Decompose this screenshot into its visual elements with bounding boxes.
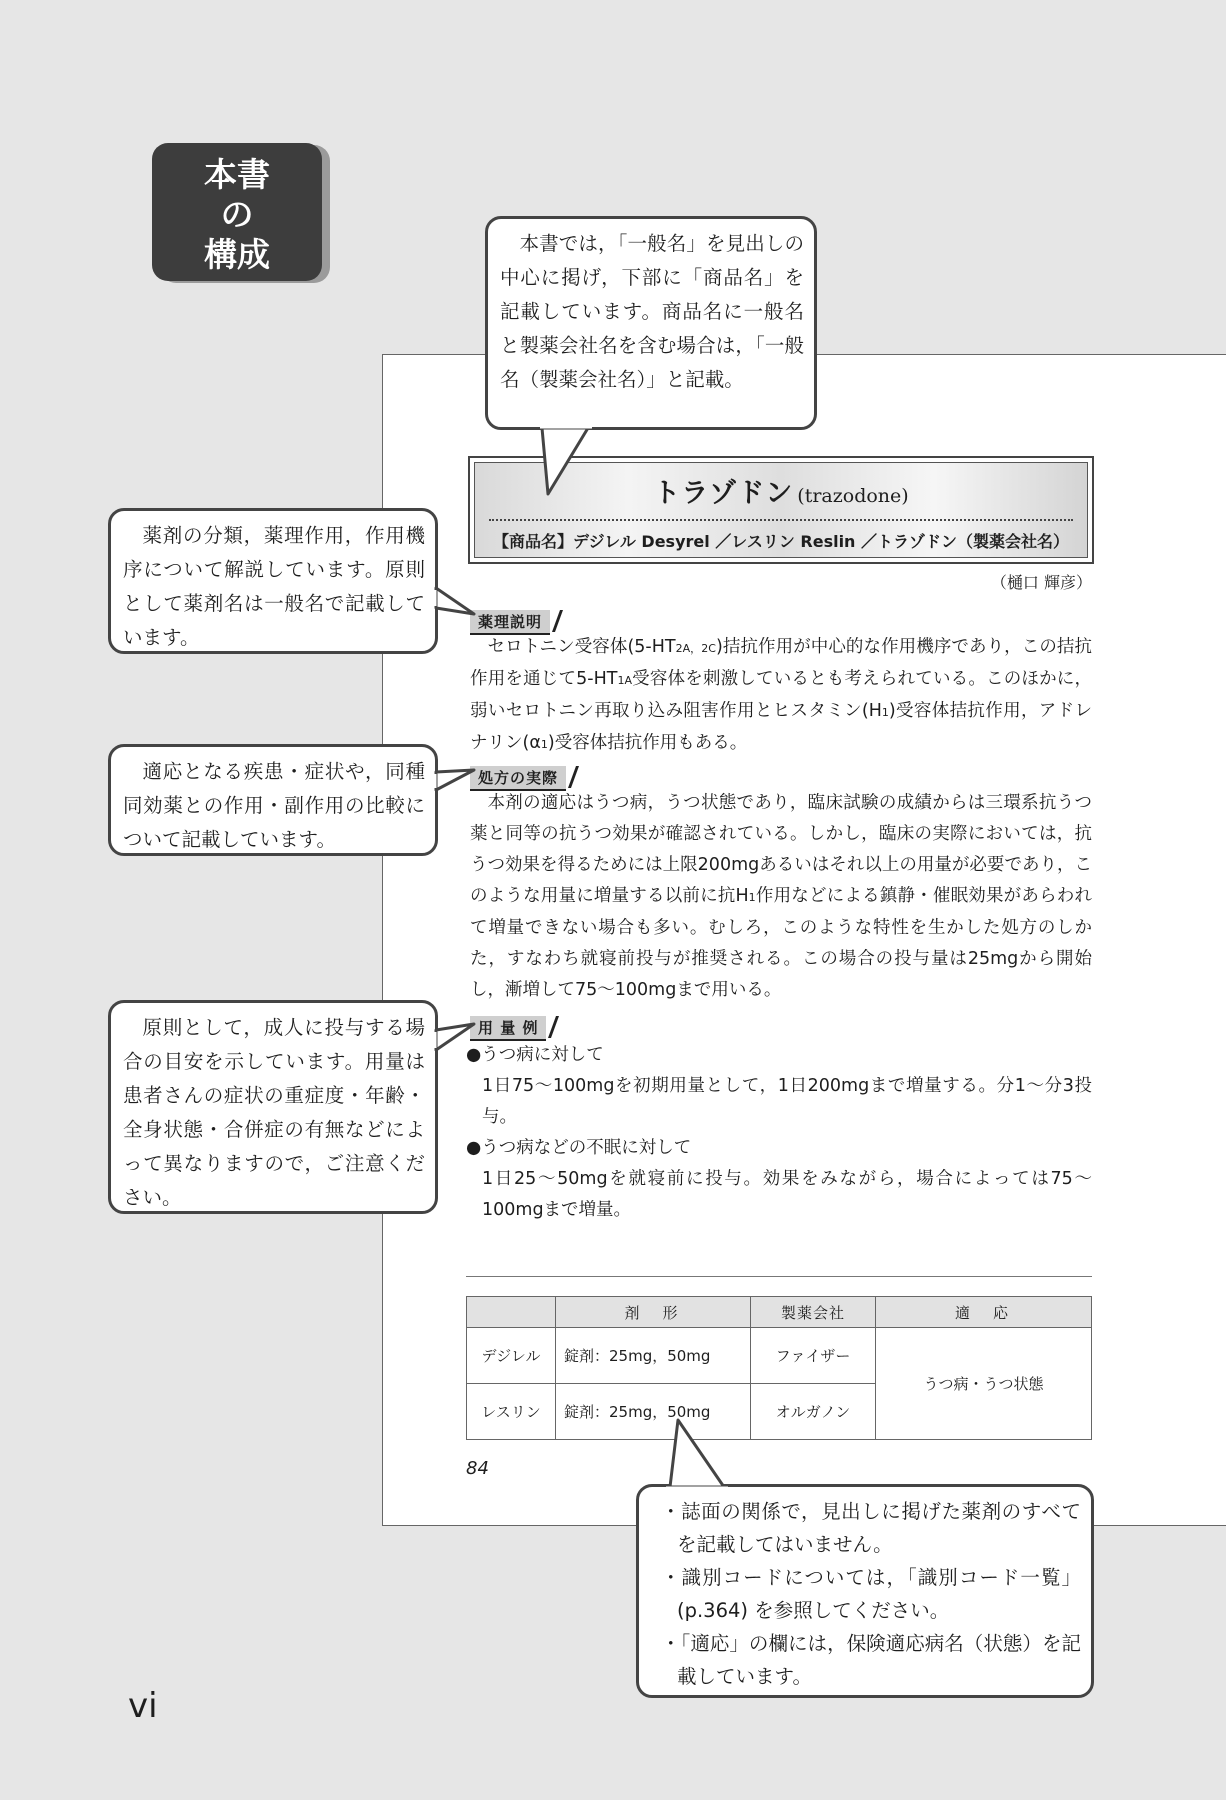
brand-names: 【商品名】デジレル Desyrel ／レスリン Reslin ／トラゾドン（製薬会社名）: [492, 532, 1070, 551]
table-cell-indication: うつ病・うつ状態: [876, 1328, 1092, 1440]
table-cell-maker: ファイザー: [751, 1328, 876, 1384]
formulation-table: [466, 1296, 1092, 1440]
table-cell-brand: レスリン: [467, 1384, 556, 1440]
table-header: 剤 形: [556, 1297, 751, 1328]
callout-pharmacology: 薬剤の分類，薬理作用，作用機序について解説しています。原則として薬剤名は一般名で記載しています。: [108, 508, 438, 654]
page-number: 84: [466, 1458, 489, 1479]
callout-drug-name: 本書では，「一般名」を見出しの中心に掲げ，下部に「商品名」を記載しています。商品名に一般名と製薬会社名を含む場合は，「一般名（製薬会社名）」と記載。: [485, 216, 817, 430]
section-tab-line: の: [220, 195, 254, 234]
table-cell-form: 錠剤：25mg，50mg: [556, 1328, 751, 1384]
callout-notes: [636, 1484, 1094, 1698]
dosage-list: [466, 1040, 1092, 1226]
drug-name-en: (trazodone): [797, 485, 909, 507]
table-header: 適 応: [876, 1297, 1092, 1328]
pharmacology-text: セロトニン受容体(5-HT2A，2C)拮抗作用が中心的な作用機序であり，この拮抗作用を通じて5-HT1A受容体を刺激しているとも考えられている。このほかに，弱いセロトニン再取り込み阻害作用とヒスタミン(H1)受容体拮抗作用，アドレナリン(α1)受容体拮抗作用もある。: [470, 637, 1092, 753]
section-tab: [152, 143, 322, 281]
callout-dosage: 原則として，成人に投与する場合の目安を示しています。用量は患者さんの症状の重症度・年齢・全身状態・合併症の有無などによって異なりますので，ご注意ください。: [108, 1000, 438, 1214]
note-item: ・誌面の関係で，見出しに掲げた薬剤のすべてを記載してはいません。: [661, 1500, 1081, 1556]
section-heading-dosage: 用 量 例: [470, 1016, 546, 1041]
callout-tail: [0, 0, 1, 1]
section-tab-line: 本書: [204, 155, 270, 194]
callout-indication: 適応となる疾患・症状や，同種同効薬との作用・副作用の比較について記載しています。: [108, 744, 438, 856]
table-header-row: [467, 1297, 1092, 1328]
table-row: [467, 1328, 1092, 1384]
drug-title: [475, 471, 1087, 510]
author: （樋口 輝彦）: [990, 573, 1092, 592]
note-item: ・識別コードについては，「識別コード一覧」(p.364) を参照してください。: [661, 1566, 1081, 1622]
folio: vi: [128, 1686, 158, 1726]
table-rule: [466, 1276, 1092, 1277]
table-cell-form: 錠剤：25mg，50mg: [556, 1384, 751, 1440]
dosage-item-title: ●うつ病などの不眠に対して: [466, 1138, 692, 1158]
dosage-item-title: ●うつ病に対して: [466, 1045, 604, 1065]
dotted-divider: [489, 519, 1073, 521]
section-heading-pharmacology: 薬理説明: [470, 610, 550, 635]
table-cell-brand: デジレル: [467, 1328, 556, 1384]
section-heading-practice: 処方の実際: [470, 766, 566, 791]
table-header: 製薬会社: [751, 1297, 876, 1328]
dosage-item-text: 1日75〜100mgを初期用量として，1日200mgまで増量する。分1〜分3投与。: [482, 1076, 1092, 1127]
practice-text: 本剤の適応はうつ病，うつ状態であり，臨床試験の成績からは三環系抗うつ薬と同等の抗うつ効果が確認されている。しかし，臨床の実際においては，抗うつ効果を得るためには上限200mgあるいはそれ以上の用量が必要であり，このような用量に増量する以前に抗H1作用などによる鎮静・催眠効果があらわれて増量できない場合も多い。むしろ，このような特性を生かした処方のしかた，すなわち就寝前投与が推奨される。この場合の投与量は25mgから開始し，漸増して75〜100mgまで用いる。: [470, 793, 1092, 1000]
note-item: ・「適応」の欄には，保険適応病名（状態）を記載しています。: [661, 1632, 1081, 1688]
drug-name-ja: トラゾドン: [653, 478, 794, 509]
dosage-item-text: 1日25〜50mgを就寝前に投与。効果をみながら，場合によっては75〜100mgまで増量。: [482, 1169, 1092, 1220]
section-tab-line: 構成: [204, 235, 270, 274]
table-header: [467, 1297, 556, 1328]
table-cell-maker: オルガノン: [751, 1384, 876, 1440]
